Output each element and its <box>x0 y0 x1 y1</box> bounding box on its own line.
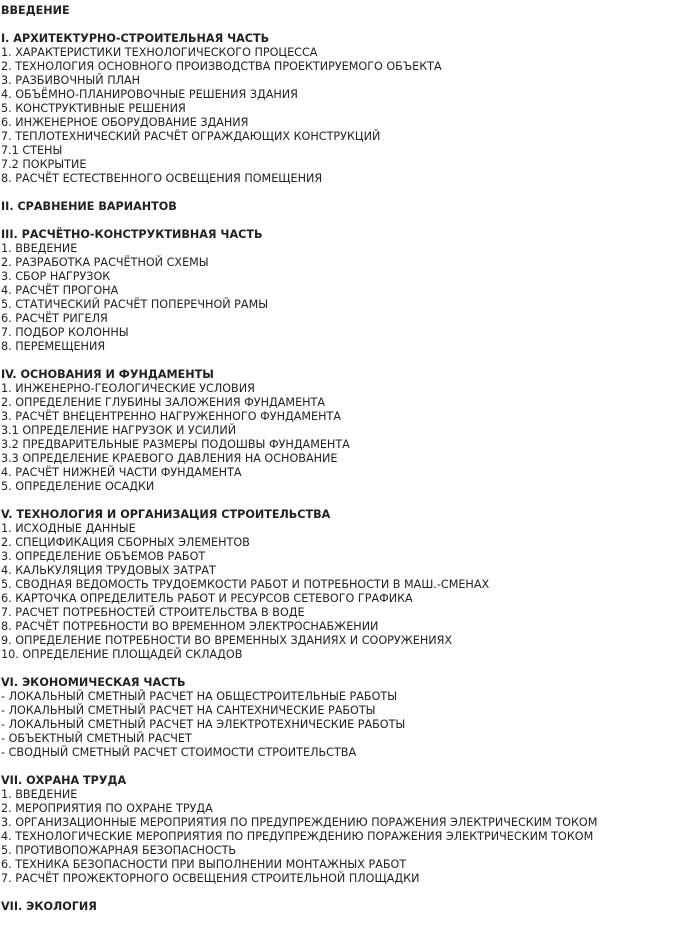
list-item: 3. ОПРЕДЕЛЕНИЕ ОБЪЕМОВ РАБОТ <box>1 550 206 563</box>
list-item: 1. ВВЕДЕНИЕ <box>1 242 78 255</box>
toc-section <box>1 676 696 760</box>
toc-section <box>1 368 696 494</box>
list-item: 3.1 ОПРЕДЕЛЕНИЕ НАГРУЗОК И УСИЛИЙ <box>1 424 237 437</box>
list-item: 4. КАЛЬКУЛЯЦИЯ ТРУДОВЫХ ЗАТРАТ <box>1 564 216 577</box>
list-item: - ЛОКАЛЬНЫЙ СМЕТНЫЙ РАСЧЕТ НА ОБЩЕСТРОИТЕЛЬНЫЕ РАБОТЫ <box>1 690 398 703</box>
list-item: - ЛОКАЛЬНЫЙ СМЕТНЫЙ РАСЧЕТ НА ЭЛЕКТРОТЕХНИЧЕСКИЕ РАБОТЫ <box>1 718 406 731</box>
list-item: 2. СПЕЦИФИКАЦИЯ СБОРНЫХ ЭЛЕМЕНТОВ <box>1 536 250 549</box>
list-item: 3.2 ПРЕДВАРИТЕЛЬНЫЕ РАЗМЕРЫ ПОДОШВЫ ФУНДАМЕНТА <box>1 438 350 451</box>
section-title: II. СРАВНЕНИЕ ВАРИАНТОВ <box>1 200 177 213</box>
section-title: IV. ОСНОВАНИЯ И ФУНДАМЕНТЫ <box>1 368 214 381</box>
toc-section <box>1 200 696 214</box>
section-title: III. РАСЧЁТНО-КОНСТРУКТИВНАЯ ЧАСТЬ <box>1 228 263 241</box>
list-item: 1. ИСХОДНЫЕ ДАННЫЕ <box>1 522 136 535</box>
list-item: 3. ОРГАНИЗАЦИОННЫЕ МЕРОПРИЯТИЯ ПО ПРЕДУПРЕЖДЕНИЮ ПОРАЖЕНИЯ ЭЛЕКТРИЧЕСКИМ ТОКОМ <box>1 816 598 829</box>
list-item: 6. КАРТОЧКА ОПРЕДЕЛИТЕЛЬ РАБОТ И РЕСУРСОВ СЕТЕВОГО ГРАФИКА <box>1 592 413 605</box>
list-item: 8. РАСЧЁТ ПОТРЕБНОСТИ ВО ВРЕМЕННОМ ЭЛЕКТРОСНАБЖЕНИИ <box>1 620 379 633</box>
toc-section <box>1 32 696 186</box>
list-item: 5. КОНСТРУКТИВНЫЕ РЕШЕНИЯ <box>1 102 186 115</box>
list-item: 4. РАСЧЁТ ПРОГОНА <box>1 284 119 297</box>
toc-section <box>1 228 696 354</box>
list-item: 7. РАСЧЕТ ПОТРЕБНОСТЕЙ СТРОИТЕЛЬСТВА В ВОДЕ <box>1 606 305 619</box>
list-item: 3.3 ОПРЕДЕЛЕНИЕ КРАЕВОГО ДАВЛЕНИЯ НА ОСНОВАНИЕ <box>1 452 338 465</box>
list-item: 6. РАСЧЁТ РИГЕЛЯ <box>1 312 108 325</box>
list-item: 9. ОПРЕДЕЛЕНИЕ ПОТРЕБНОСТИ ВО ВРЕМЕННЫХ ЗДАНИЯХ И СООРУЖЕНИЯХ <box>1 634 453 647</box>
list-item: 8. РАСЧЁТ ЕСТЕСТВЕННОГО ОСВЕЩЕНИЯ ПОМЕЩЕНИЯ <box>1 172 323 185</box>
list-item: 2. ОПРЕДЕЛЕНИЕ ГЛУБИНЫ ЗАЛОЖЕНИЯ ФУНДАМЕНТА <box>1 396 326 409</box>
list-item: 4. РАСЧЁТ НИЖНЕЙ ЧАСТИ ФУНДАМЕНТА <box>1 466 242 479</box>
toc-section <box>1 508 696 662</box>
list-item: 3. РАЗБИВОЧНЫЙ ПЛАН <box>1 74 141 87</box>
table-of-contents <box>1 4 696 928</box>
toc-sections <box>1 32 696 914</box>
list-item: 3. СБОР НАГРУЗОК <box>1 270 111 283</box>
section-title: V. ТЕХНОЛОГИЯ И ОРГАНИЗАЦИЯ СТРОИТЕЛЬСТВА <box>1 508 331 521</box>
list-item: 6. ИНЖЕНЕРНОЕ ОБОРУДОВАНИЕ ЗДАНИЯ <box>1 116 249 129</box>
list-item: - ОБЪЕКТНЫЙ СМЕТНЫЙ РАСЧЕТ <box>1 732 192 745</box>
toc-section <box>1 774 696 886</box>
list-item: 1. ВВЕДЕНИЕ <box>1 788 78 801</box>
section-title: VII. ЭКОЛОГИЯ <box>1 900 97 913</box>
intro-heading: ВВЕДЕНИЕ <box>1 4 70 17</box>
list-item: 5. СТАТИЧЕСКИЙ РАСЧЁТ ПОПЕРЕЧНОЙ РАМЫ <box>1 298 269 311</box>
list-item: 5. СВОДНАЯ ВЕДОМОСТЬ ТРУДОЕМКОСТИ РАБОТ И ПОТРЕБНОСТИ В МАШ.-СМЕНАХ <box>1 578 490 591</box>
list-item: 1. ХАРАКТЕРИСТИКИ ТЕХНОЛОГИЧЕСКОГО ПРОЦЕССА <box>1 46 318 59</box>
list-item: 5. ОПРЕДЕЛЕНИЕ ОСАДКИ <box>1 480 155 493</box>
list-item: 2. МЕРОПРИЯТИЯ ПО ОХРАНЕ ТРУДА <box>1 802 213 815</box>
list-item: 4. ОБЪЁМНО-ПЛАНИРОВОЧНЫЕ РЕШЕНИЯ ЗДАНИЯ <box>1 88 298 101</box>
list-item: 3. РАСЧЁТ ВНЕЦЕНТРЕННО НАГРУЖЕННОГО ФУНДАМЕНТА <box>1 410 341 423</box>
list-item: 5. ПРОТИВОПОЖАРНАЯ БЕЗОПАСНОСТЬ <box>1 844 237 857</box>
list-item: 1. ИНЖЕНЕРНО-ГЕОЛОГИЧЕСКИЕ УСЛОВИЯ <box>1 382 255 395</box>
list-item: 7.1 СТЕНЫ <box>1 144 63 157</box>
list-item: 6. ТЕХНИКА БЕЗОПАСНОСТИ ПРИ ВЫПОЛНЕНИИ МОНТАЖНЫХ РАБОТ <box>1 858 407 871</box>
list-item: 7.2 ПОКРЫТИЕ <box>1 158 87 171</box>
section-title: VI. ЭКОНОМИЧЕСКАЯ ЧАСТЬ <box>1 676 186 689</box>
list-item: 2. РАЗРАБОТКА РАСЧЁТНОЙ СХЕМЫ <box>1 256 209 269</box>
list-item: 10. ОПРЕДЕЛЕНИЕ ПЛОЩАДЕЙ СКЛАДОВ <box>1 648 243 661</box>
section-title: I. АРХИТЕКТУРНО-СТРОИТЕЛЬНАЯ ЧАСТЬ <box>1 32 270 45</box>
section-title: VII. ОХРАНА ТРУДА <box>1 774 127 787</box>
list-item: 7. ТЕПЛОТЕХНИЧЕСКИЙ РАСЧЁТ ОГРАЖДАЮЩИХ КОНСТРУКЦИЙ <box>1 130 381 143</box>
list-item: - СВОДНЫЙ СМЕТНЫЙ РАСЧЕТ СТОИМОСТИ СТРОИТЕЛЬСТВА <box>1 746 357 759</box>
list-item: 8. ПЕРЕМЕЩЕНИЯ <box>1 340 106 353</box>
list-item: - ЛОКАЛЬНЫЙ СМЕТНЫЙ РАСЧЕТ НА САНТЕХНИЧЕСКИЕ РАБОТЫ <box>1 704 376 717</box>
list-item: 4. ТЕХНОЛОГИЧЕСКИЕ МЕРОПРИЯТИЯ ПО ПРЕДУПРЕЖДЕНИЮ ПОРАЖЕНИЯ ЭЛЕКТРИЧЕСКИМ ТОКОМ <box>1 830 594 843</box>
list-item: 7. ПОДБОР КОЛОННЫ <box>1 326 129 339</box>
list-item: 7. РАСЧЁТ ПРОЖЕКТОРНОГО ОСВЕЩЕНИЯ СТРОИТЕЛЬНОЙ ПЛОЩАДКИ <box>1 872 420 885</box>
list-item: 2. ТЕХНОЛОГИЯ ОСНОВНОГО ПРОИЗВОДСТВА ПРОЕКТИРУЕМОГО ОБЪЕКТА <box>1 60 442 73</box>
toc-section <box>1 900 696 914</box>
